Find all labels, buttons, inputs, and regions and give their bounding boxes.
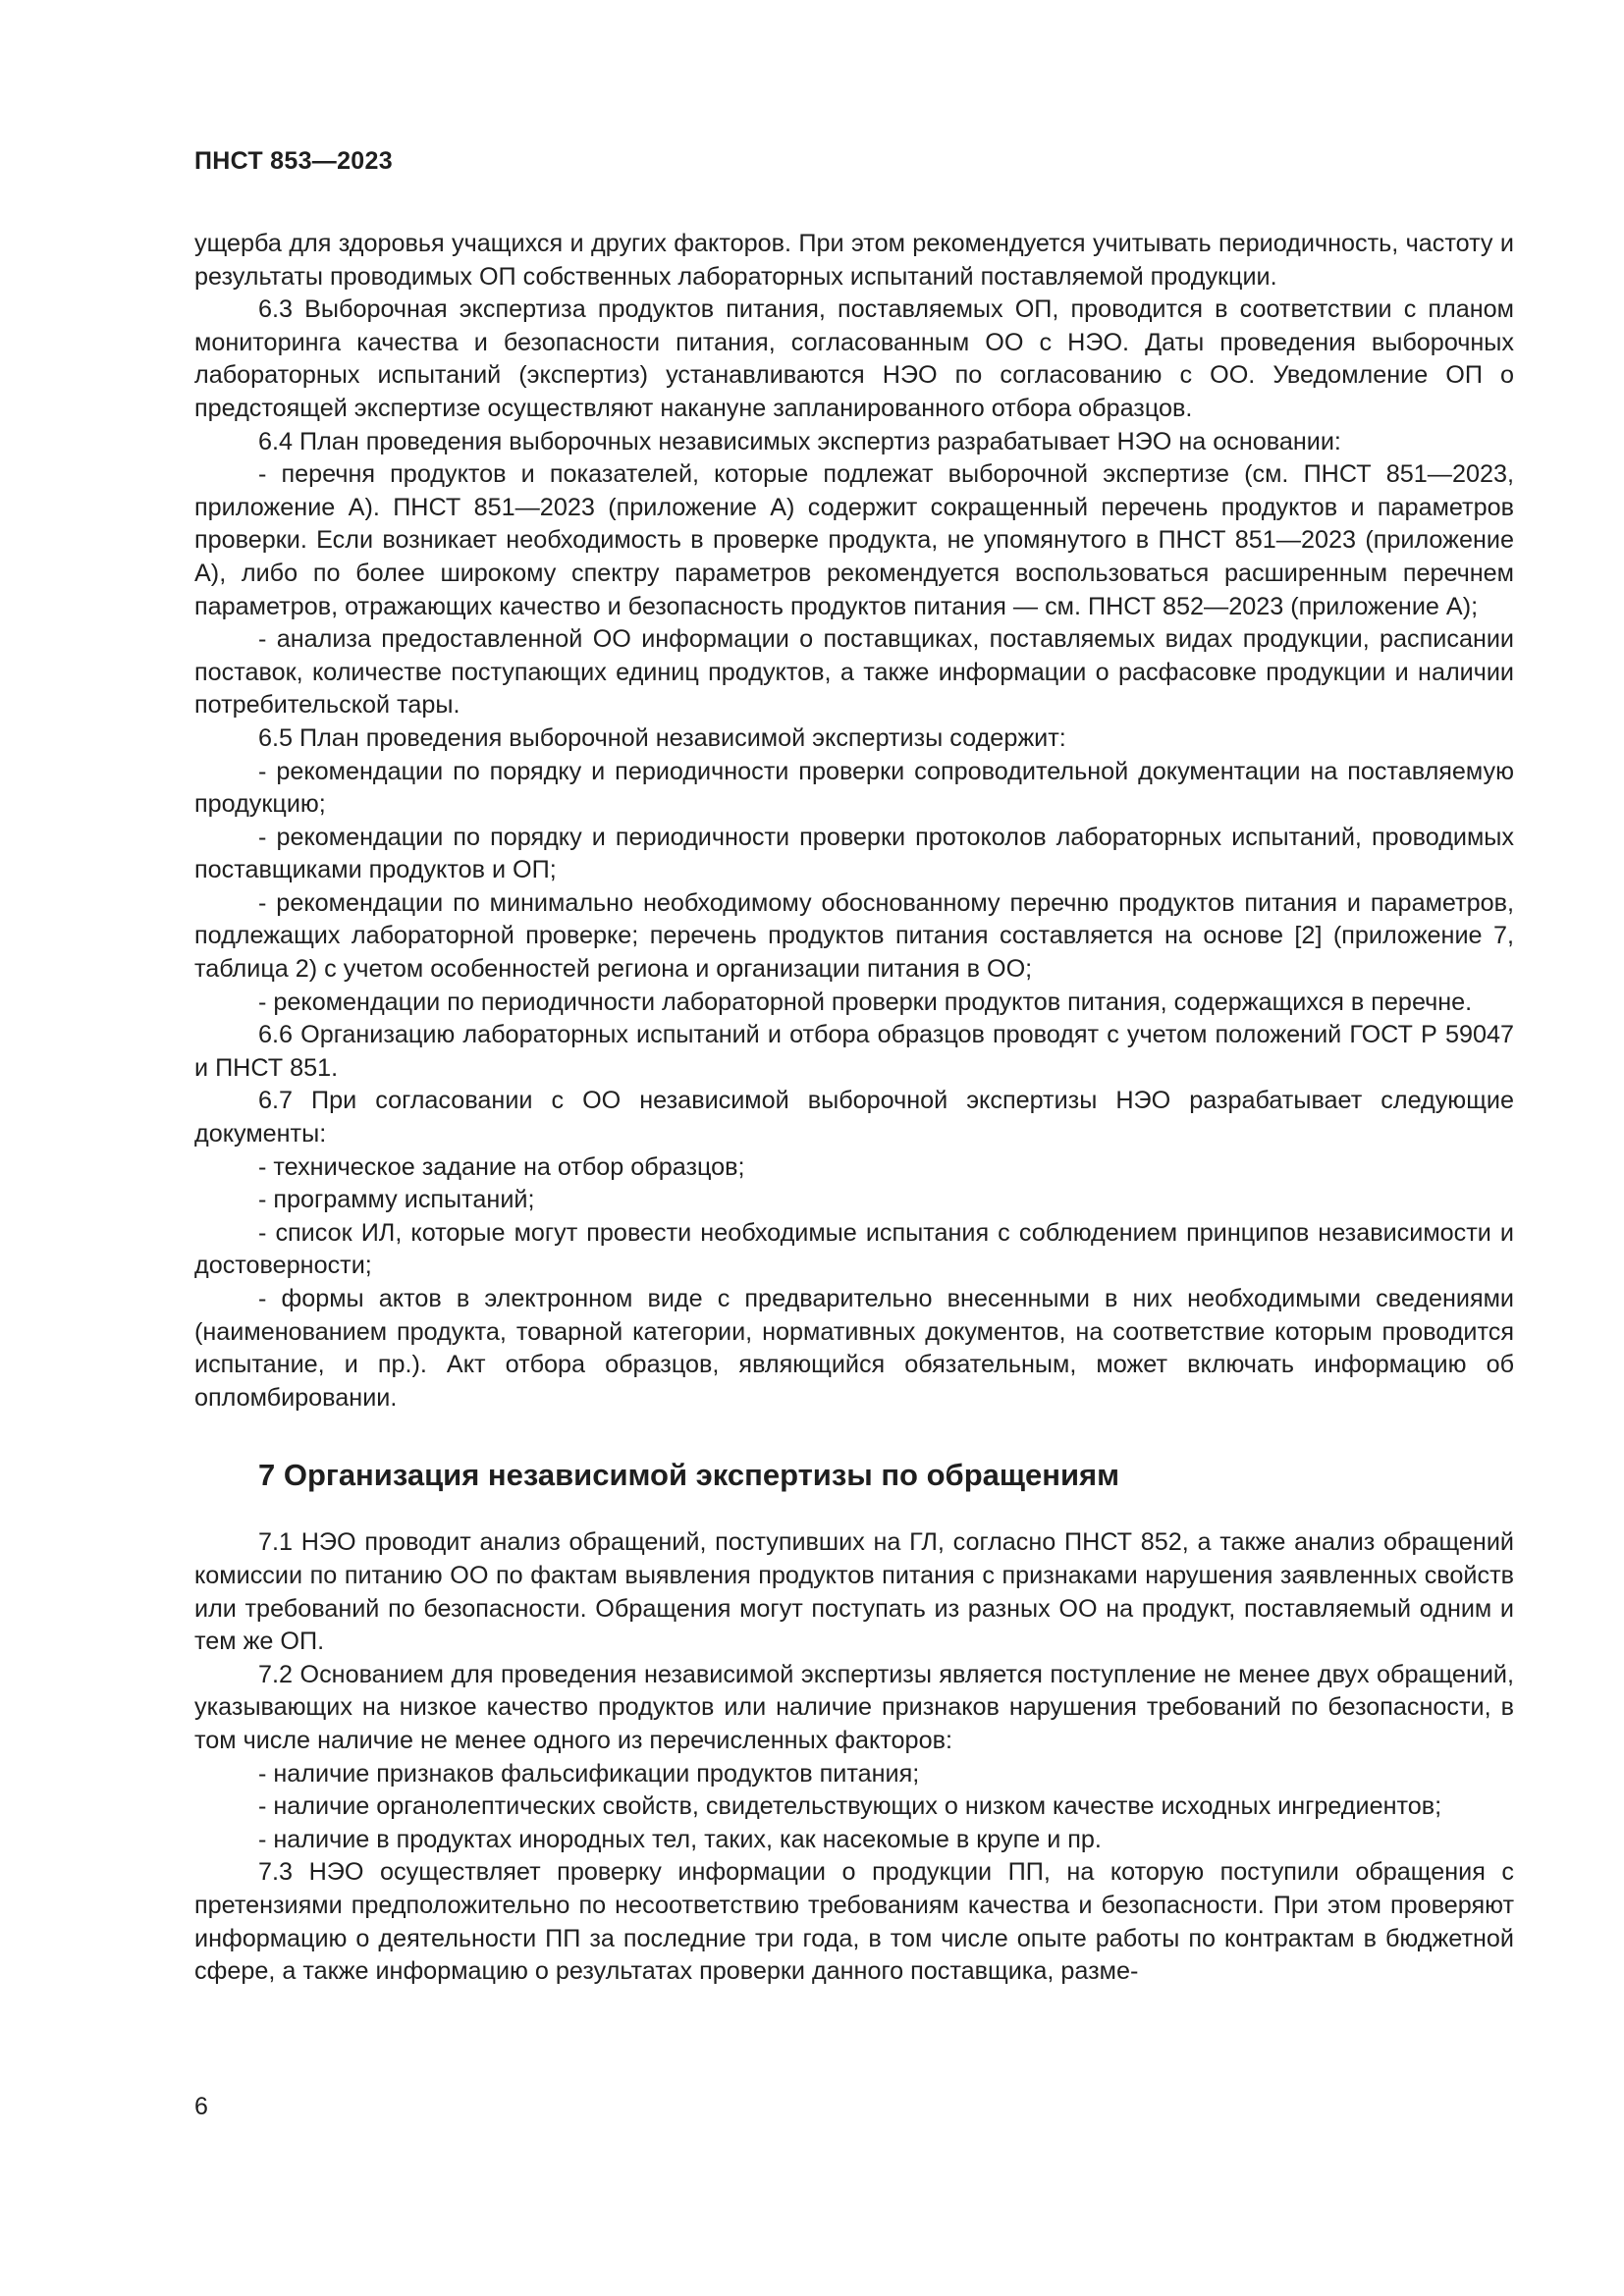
list-item: - перечня продуктов и показателей, которые подлежат выборочной экспертизе (см. ПНСТ 851—2023, приложение А). ПНСТ 851—2023 (приложение А) содержит сокращенный перечень продуктов и параметров проверки. Если возникает необходимость в проверке продукта, не упомянутого в ПНСТ 851—2023 (приложение А), либо по более широкому спектру параметров рекомендуется воспользоваться расширенным перечнем параметров, отражающих качество и безопасность продуктов питания — см. ПНСТ 852—2023 (приложение А); <box>194 460 1514 620</box>
list-item: - анализа предоставленной ОО информации о поставщиках, поставляемых видах продукции, расписании поставок, количестве поступающих единиц продуктов, а также информации о расфасовке продукции и наличии потребительской тары. <box>194 625 1514 720</box>
list-item: - наличие признаков фальсификации продуктов питания; <box>258 1759 920 1788</box>
list-item: - наличие в продуктах инородных тел, таких, как насекомые в крупе и пр. <box>258 1825 1102 1853</box>
list-item: - рекомендации по порядку и периодичности проверки сопроводительной документации на поставляемую продукцию; <box>194 757 1514 819</box>
paragraph-7-2: 7.2 Основанием для проведения независимой экспертизы является поступление не менее двух обращений, указывающих на низкое качество продуктов или наличие признаков нарушения требований по безопасности, в том числе наличие не менее одного из перечисленных факторов: <box>194 1660 1514 1754</box>
paragraph-6-6: 6.6 Организацию лабораторных испытаний и отбора образцов проводят с учетом положений ГОСТ Р 59047 и ПНСТ 851. <box>194 1021 1514 1082</box>
list-item: - рекомендации по порядку и периодичности проверки протоколов лабораторных испытаний, проводимых поставщиками продуктов и ОП; <box>194 823 1514 884</box>
paragraph-7-3: 7.3 НЭО осуществляет проверку информации о продукции ПП, на которую поступили обращения с претензиями предположительно по несоответствию требованиям качества и безопасности. При этом проверяют информацию о деятельности ПП за последние три года, в том числе опыте работы по контрактам в бюджетной сфере, а также информацию о результатах проверки данного поставщика, разме- <box>194 1858 1514 1986</box>
paragraph-6-7: 6.7 При согласовании с ОО независимой выборочной экспертизы НЭО разрабатывает следующие документы: <box>194 1087 1514 1148</box>
list-item: - наличие органолептических свойств, свидетельствующих о низком качестве исходных ингредиентов; <box>258 1792 1442 1821</box>
paragraph-6-5: 6.5 План проведения выборочной независимой экспертизы содержит: <box>258 723 1066 752</box>
page-number: 6 <box>194 2093 208 2120</box>
document-header: ПНСТ 853—2023 <box>194 147 393 175</box>
paragraph-continuation: ущерба для здоровья учащихся и других факторов. При этом рекомендуется учитывать периодичность, частоту и результаты проводимых ОП собственных лабораторных испытаний поставляемой продукции. <box>194 230 1514 291</box>
paragraph-7-1: 7.1 НЭО проводит анализ обращений, поступивших на ГЛ, согласно ПНСТ 852, а также анализ обращений комиссии по питанию ОО по фактам выявления продуктов питания с признаками нарушения заявленных свойств или требований по безопасности. Обращения могут поступать из разных ОО на продукт, поставляемый одним и тем же ОП. <box>194 1528 1514 1656</box>
list-item: - список ИЛ, которые могут провести необходимые испытания с соблюдением принципов независимости и достоверности; <box>194 1218 1514 1280</box>
list-item: - программу испытаний; <box>258 1186 535 1214</box>
list-item: - техническое задание на отбор образцов; <box>258 1152 745 1181</box>
list-item: - рекомендации по периодичности лабораторной проверки продуктов питания, содержащихся в перечне. <box>258 988 1473 1016</box>
paragraph-6-4: 6.4 План проведения выборочных независимых экспертиз разрабатывает НЭО на основании: <box>258 427 1341 455</box>
section-7-heading: 7 Организация независимой экспертизы по обращениям <box>258 1458 1120 1493</box>
paragraph-6-3: 6.3 Выборочная экспертиза продуктов питания, поставляемых ОП, проводится в соответствии с планом мониторинга качества и безопасности питания, согласованным ОО с НЭО. Даты проведения выборочных лабораторных испытаний (экспертиз) устанавливаются НЭО по согласованию с ОО. Уведомление ОП о предстоящей экспертизе осуществляют накануне запланированного отбора образцов. <box>194 295 1514 422</box>
list-item: - рекомендации по минимально необходимому обоснованному перечню продуктов питания и параметров, подлежащих лабораторной проверке; перечень продуктов питания составляется на основе [2] (приложение 7, таблица 2) с учетом особенностей региона и организации питания в ОО; <box>194 888 1514 984</box>
list-item: - формы актов в электронном виде с предварительно внесенными в них необходимыми сведениями (наименованием продукта, товарной категории, нормативных документов, на соответствие которым проводится испытание, и пр.). Акт отбора образцов, являющийся обязательным, может включать информацию об опломбировании. <box>194 1285 1514 1412</box>
page-content <box>194 228 1514 1989</box>
